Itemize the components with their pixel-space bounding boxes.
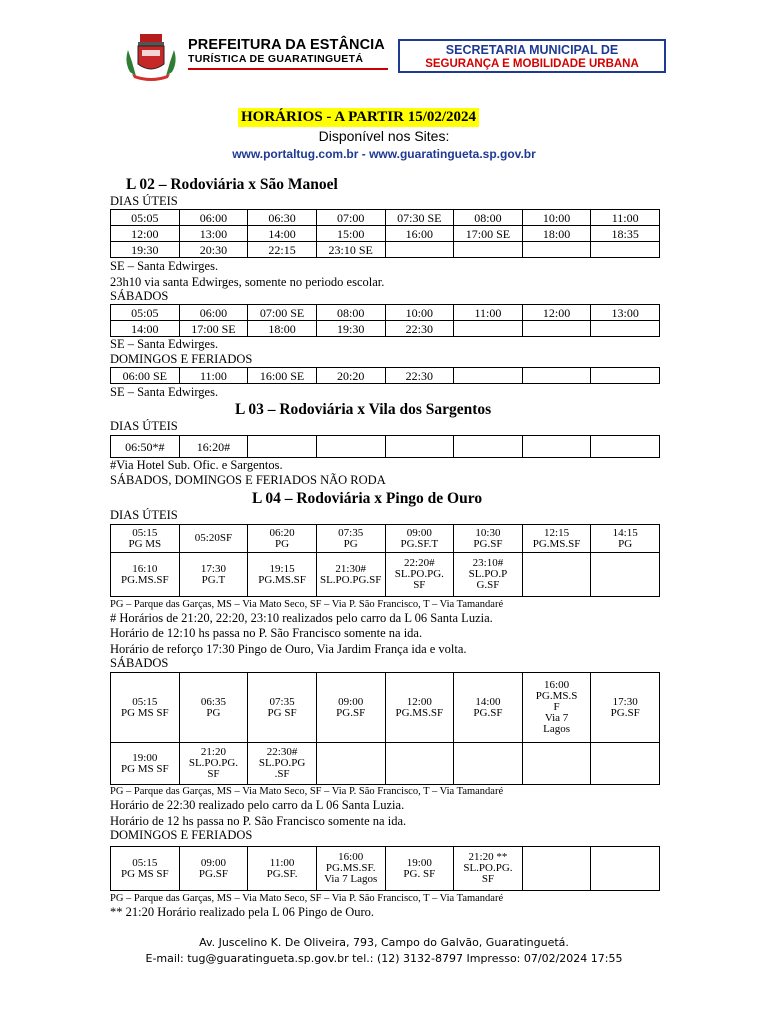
schedule-cell: 09:00 PG.SF.T (385, 525, 454, 553)
l04-domingos-table (110, 846, 660, 891)
l04-note3: Horário de reforço 17:30 Pingo de Ouro, Via Jardim França ida e volta. (110, 642, 467, 656)
schedule-cell (316, 436, 385, 458)
schedule-cell: 10:00 (522, 210, 591, 226)
l02-dias-uteis-label: DIAS ÚTEIS (110, 194, 178, 208)
schedule-cell: 19:15 PG.MS.SF (248, 553, 317, 597)
schedule-cell (454, 321, 523, 337)
schedule-cell: 09:00 PG.SF (316, 673, 385, 743)
schedule-cell: 14:00 (248, 226, 317, 242)
schedule-cell (454, 436, 523, 458)
l02-note2: 23h10 via santa Edwirges, somente no periodo escolar. (110, 275, 385, 289)
l04-dias-uteis-label: DIAS ÚTEIS (110, 508, 178, 522)
schedule-cell (316, 743, 385, 785)
schedule-cell: 19:00 PG MS SF (111, 743, 180, 785)
schedule-cell: 14:15 PG (591, 525, 660, 553)
schedule-cell (454, 743, 523, 785)
l04-domingos-label: DOMINGOS E FERIADOS (110, 828, 253, 842)
schedule-cell (522, 436, 591, 458)
schedule-cell (385, 436, 454, 458)
schedule-cell: 18:00 (522, 226, 591, 242)
schedule-cell (454, 242, 523, 258)
schedule-cell (591, 321, 660, 337)
schedule-cell: 10:00 (385, 305, 454, 321)
schedule-cell: 14:00 PG.SF (454, 673, 523, 743)
schedule-cell: 11:00 (179, 368, 248, 384)
l03-note2: SÁBADOS, DOMINGOS E FERIADOS NÃO RODA (110, 473, 386, 487)
prefeitura-title-line1: PREFEITURA DA ESTÂNCIA (188, 37, 385, 53)
schedule-cell (522, 847, 591, 891)
schedule-cell: 20:20 (316, 368, 385, 384)
schedule-cell (591, 847, 660, 891)
schedule-cell: 22:20# SL.PO.PG. SF (385, 553, 454, 597)
schedule-cell: 12:00 (522, 305, 591, 321)
schedule-cell: 07:00 (316, 210, 385, 226)
schedule-cell: 05:15 PG MS SF (111, 673, 180, 743)
l02-sabados-label: SÁBADOS (110, 289, 169, 303)
schedule-cell: 16:10 PG.MS.SF (111, 553, 180, 597)
schedule-cell: 05:05 (111, 210, 180, 226)
schedule-cell (591, 743, 660, 785)
schedule-cell: 23:10# SL.PO.P G.SF (454, 553, 523, 597)
schedule-cell: 06:00 (179, 210, 248, 226)
prefeitura-title-line2: TURÍSTICA DE GUARATINGUETÁ (188, 53, 364, 65)
schedule-cell: 21:20 SL.PO.PG. SF (179, 743, 248, 785)
schedule-cell: 19:30 (111, 242, 180, 258)
schedule-cell: 20:30 (179, 242, 248, 258)
schedule-cell: 17:00 SE (454, 226, 523, 242)
schedule-cell: 07:35 PG (316, 525, 385, 553)
footer-address: Av. Juscelino K. De Oliveira, 793, Campo do Galvão, Guaratinguetá. (199, 936, 569, 949)
schedule-cell: 16:00 (385, 226, 454, 242)
schedule-cell: 14:00 (111, 321, 180, 337)
schedule-cell (385, 242, 454, 258)
schedule-row (111, 321, 660, 337)
schedule-row (111, 847, 660, 891)
schedule-cell: 18:00 (248, 321, 317, 337)
schedule-cell: 19:30 (316, 321, 385, 337)
l04-note4: Horário de 22:30 realizado pelo carro da L 06 Santa Luzia. (110, 798, 405, 812)
l04-title: L 04 – Rodoviária x Pingo de Ouro (252, 490, 483, 507)
schedule-cell: 13:00 (179, 226, 248, 242)
schedule-cell (591, 436, 660, 458)
schedule-cell: 06:35 PG (179, 673, 248, 743)
schedule-cell (591, 553, 660, 597)
page-title: HORÁRIOS - A PARTIR 15/02/2024 (238, 108, 479, 127)
l02-dias-uteis-table (110, 209, 660, 258)
schedule-cell (522, 368, 591, 384)
schedule-cell: 11:00 (591, 210, 660, 226)
schedule-row (111, 226, 660, 242)
schedule-cell (591, 242, 660, 258)
l04-legend2: PG – Parque das Garças, MS – Via Mato Seco, SF – Via P. São Francisco, T – Via Tamandaré (110, 786, 504, 797)
l02-domingos-label: DOMINGOS E FERIADOS (110, 352, 253, 366)
schedule-cell: 21:20 ** SL.PO.PG. SF (454, 847, 523, 891)
schedule-cell: 07:30 SE (385, 210, 454, 226)
schedule-cell (522, 242, 591, 258)
l03-dias-uteis-label: DIAS ÚTEIS (110, 419, 178, 433)
l02-sabados-table (110, 304, 660, 337)
l02-title: L 02 – Rodoviária x São Manoel (126, 176, 338, 193)
schedule-cell: 16:20# (179, 436, 248, 458)
schedule-cell: 16:00 PG.MS.S F Via 7 Lagos (522, 673, 591, 743)
l03-note1: #Via Hotel Sub. Ofic. e Sargentos. (110, 458, 283, 472)
schedule-cell: 17:30 PG.T (179, 553, 248, 597)
schedule-cell: 11:00 PG.SF. (248, 847, 317, 891)
schedule-cell: 08:00 (454, 210, 523, 226)
schedule-cell: 05:15 PG MS SF (111, 847, 180, 891)
available-label: Disponível nos Sites: (318, 128, 450, 144)
l02-note4: SE – Santa Edwirges. (110, 385, 219, 399)
schedule-cell (454, 368, 523, 384)
schedule-cell (522, 743, 591, 785)
schedule-cell (522, 553, 591, 597)
schedule-cell: 07:35 PG SF (248, 673, 317, 743)
l02-domingos-table (110, 367, 660, 384)
l04-note2: Horário de 12:10 hs passa no P. São Francisco somente na ida. (110, 626, 423, 640)
l04-note1: # Horários de 21:20, 22:20, 23:10 realizados pelo carro da L 06 Santa Luzia. (110, 611, 493, 625)
schedule-cell: 05:20SF (179, 525, 248, 553)
schedule-cell: 05:05 (111, 305, 180, 321)
l02-note3: SE – Santa Edwirges. (110, 337, 219, 351)
schedule-row (111, 553, 660, 597)
schedule-cell: 07:00 SE (248, 305, 317, 321)
schedule-cell: 06:00 SE (111, 368, 180, 384)
schedule-cell (385, 743, 454, 785)
l03-title: L 03 – Rodoviária x Vila dos Sargentos (235, 401, 492, 418)
schedule-cell: 06:20 PG (248, 525, 317, 553)
schedule-cell: 05:15 PG MS (111, 525, 180, 553)
schedule-cell: 19:00 PG. SF (385, 847, 454, 891)
schedule-cell: 23:10 SE (316, 242, 385, 258)
schedule-cell: 13:00 (591, 305, 660, 321)
l04-note6: ** 21:20 Horário realizado pela L 06 Pingo de Ouro. (110, 905, 375, 919)
secretaria-line1: SECRETARIA MUNICIPAL DE (445, 43, 619, 57)
schedule-cell (248, 436, 317, 458)
schedule-row (111, 368, 660, 384)
schedule-row (111, 242, 660, 258)
schedule-row (111, 673, 660, 743)
schedule-cell: 06:30 (248, 210, 317, 226)
schedule-row (111, 743, 660, 785)
secretaria-line2: SEGURANÇA E MOBILIDADE URBANA (425, 58, 639, 70)
schedule-cell: 22:30 (385, 368, 454, 384)
city-crest-icon (122, 32, 180, 82)
schedule-cell: 06:00 (179, 305, 248, 321)
schedule-cell: 17:30 PG.SF (591, 673, 660, 743)
l03-dias-uteis-table (110, 435, 660, 458)
l04-sabados-label: SÁBADOS (110, 656, 169, 670)
schedule-cell: 22:15 (248, 242, 317, 258)
schedule-row (111, 525, 660, 553)
l04-dias-uteis-table (110, 524, 660, 597)
header-divider (188, 68, 388, 70)
schedule-cell: 10:30 PG.SF (454, 525, 523, 553)
l04-sabados-table (110, 672, 660, 785)
l04-legend1: PG – Parque das Garças, MS – Via Mato Seco, SF – Via P. São Francisco, T – Via Tamandaré (110, 599, 504, 610)
schedule-cell: 16:00 PG.MS.SF. Via 7 Lagos (316, 847, 385, 891)
footer-contact: E-mail: tug@guaratingueta.sp.gov.br tel.: (12) 3132-8797 Impresso: 07/02/2024 17:55 (145, 952, 623, 965)
schedule-cell: 11:00 (454, 305, 523, 321)
schedule-cell: 08:00 (316, 305, 385, 321)
schedule-cell (591, 368, 660, 384)
schedule-cell: 12:00 (111, 226, 180, 242)
schedule-cell: 22:30 (385, 321, 454, 337)
schedule-row (111, 436, 660, 458)
schedule-cell: 12:00 PG.MS.SF (385, 673, 454, 743)
schedule-cell: 22:30# SL.PO.PG .SF (248, 743, 317, 785)
schedule-row (111, 210, 660, 226)
l04-legend3: PG – Parque das Garças, MS – Via Mato Seco, SF – Via P. São Francisco, T – Via Tamandaré (110, 893, 504, 904)
schedule-cell: 09:00 PG.SF (179, 847, 248, 891)
schedule-cell: 06:50*# (111, 436, 180, 458)
schedule-cell (522, 321, 591, 337)
schedule-row (111, 305, 660, 321)
secretaria-box (398, 39, 666, 73)
schedule-cell: 15:00 (316, 226, 385, 242)
l04-note5: Horário de 12 hs passa no P. São Francisco somente na ida. (110, 814, 407, 828)
schedule-cell: 18:35 (591, 226, 660, 242)
schedule-cell: 17:00 SE (179, 321, 248, 337)
schedule-cell: 12:15 PG.MS.SF (522, 525, 591, 553)
schedule-cell: 21:30# SL.PO.PG.SF (316, 553, 385, 597)
schedule-cell: 16:00 SE (248, 368, 317, 384)
sites-link[interactable]: www.portaltug.com.br - www.guaratingueta.sp.gov.br (232, 147, 536, 161)
l02-note1: SE – Santa Edwirges. (110, 259, 219, 273)
